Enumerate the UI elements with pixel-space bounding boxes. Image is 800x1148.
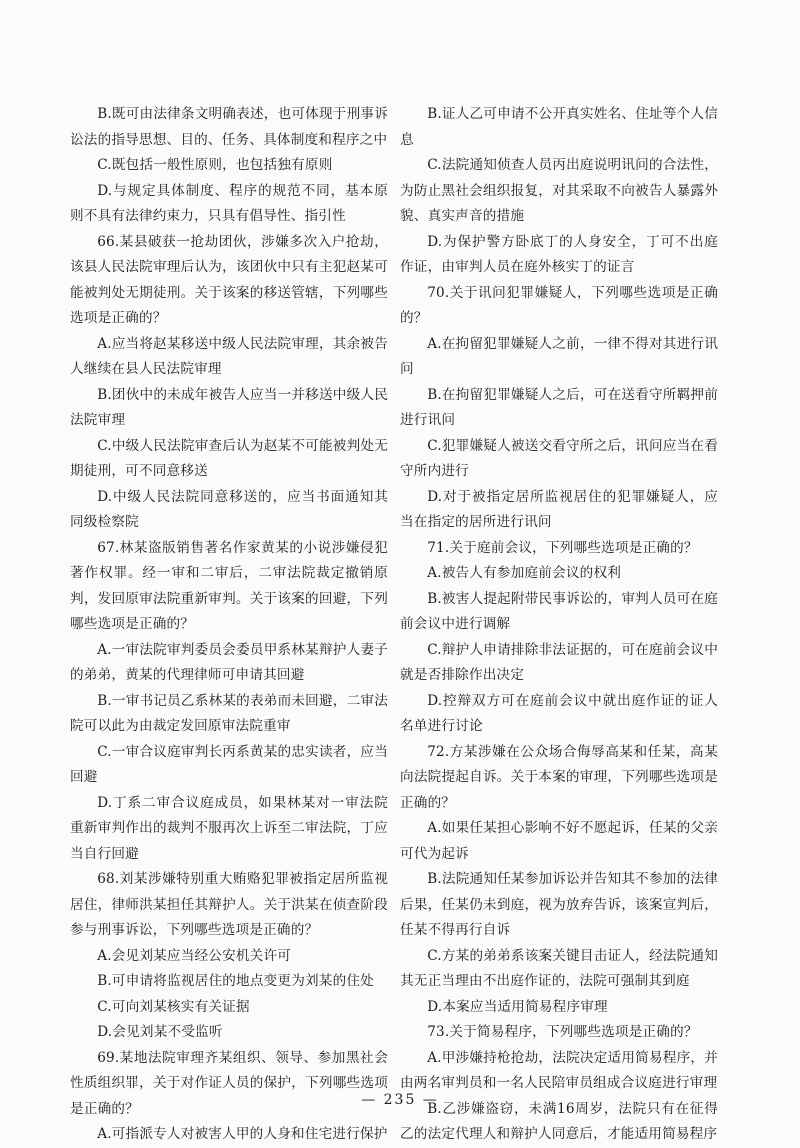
left-paragraph: C.一审合议庭审判长丙系黄某的忠实读者，应当回避 (70, 743, 388, 785)
right-paragraph: B.证人乙可申请不公开真实姓名、住址等个人信息 (400, 106, 718, 148)
right-paragraph: C.辩护人申请排除非法证据的，可在庭前会议中就是否排除作出决定 (400, 641, 718, 683)
right-paragraph: B.被害人提起附带民事诉讼的，审判人员可在庭前会议中进行调解 (400, 590, 718, 632)
left-paragraph: 66.某县破获一抢劫团伙，涉嫌多次入户抢劫，该县人民法院审理后认为，该团伙中只有主犯赵某可能被判处无期徒刑。关于该案的移送管辖，下列哪些选项是正确的？ (70, 233, 388, 326)
right-paragraph: C.法院通知侦查人员丙出庭说明讯问的合法性，为防止黑社会组织报复，对其采取不向被告人暴露外貌、真实声音的措施 (400, 157, 718, 224)
right-paragraph: 73.关于简易程序，下列哪些选项是正确的？ (427, 1024, 698, 1040)
right-paragraph: D.控辩双方可在庭前会议中就出庭作证的证人名单进行讨论 (400, 692, 718, 734)
right-paragraph: A.在拘留犯罪嫌疑人之前，一律不得对其进行讯问 (400, 335, 718, 377)
left-paragraph: D.与规定具体制度、程序的规范不同，基本原则不具有法律约束力，只具有倡导性、指引性 (70, 182, 388, 224)
left-paragraph: D.会见刘某不受监听 (97, 1024, 223, 1040)
right-paragraph: C.犯罪嫌疑人被送交看守所之后，讯问应当在看守所内进行 (400, 437, 718, 479)
left-paragraph: A.可指派专人对被害人甲的人身和住宅进行保护 (97, 1126, 388, 1142)
right-paragraph: A.被告人有参加庭前会议的权利 (427, 565, 622, 581)
left-paragraph: C.中级人民法院审查后认为赵某不可能被判处无期徒刑，可不同意移送 (70, 437, 388, 479)
right-paragraph: B.乙涉嫌盗窃，未满16周岁，法院只有在征得乙的法定代理人和辩护人同意后，才能适用简易程序 (400, 1100, 718, 1142)
right-paragraph: D.本案应当适用简易程序审理 (427, 998, 608, 1015)
right-paragraph: D.对于被指定居所监视居住的犯罪嫌疑人，应当在指定的居所进行讯问 (400, 488, 718, 530)
left-paragraph: B.团伙中的未成年被告人应当一并移送中级人民法院审理 (70, 386, 388, 428)
left-paragraph: B.一审书记员乙系林某的表弟而未回避，二审法院可以此为由裁定发回原审法院重审 (70, 692, 388, 734)
left-paragraph: A.一审法院审判委员会委员甲系林某辩护人妻子的弟弟，黄某的代理律师可申请其回避 (70, 641, 388, 683)
left-paragraph: D.丁系二审合议庭成员，如果林某对一审法院重新审判作出的裁判不服再次上诉至二审法院，丁应当自行回避 (70, 794, 388, 862)
right-paragraph: A.如果任某担心影响不好不愿起诉，任某的父亲可代为起诉 (400, 820, 718, 862)
left-paragraph: A.会见刘某应当经公安机关许可 (97, 947, 292, 964)
right-paragraph: D.为保护警方卧底丁的人身安全，丁可不出庭作证，由审判人员在庭外核实丁的证言 (400, 233, 718, 275)
right-paragraph: 72.方某涉嫌在公众场合侮辱高某和任某，高某向法院提起自诉。关于本案的审理，下列哪些选项是正确的？ (400, 743, 718, 811)
left-paragraph: B.既可由法律条文明确表述，也可体现于刑事诉讼法的指导思想、目的、任务、具体制度和程序之中 (70, 106, 388, 148)
left-paragraph: D.中级人民法院同意移送的，应当书面通知其同级检察院 (70, 488, 388, 530)
left-paragraph: C.既包括一般性原则，也包括独有原则 (97, 157, 333, 173)
left-paragraph: A.应当将赵某移送中级人民法院审理，其余被告人继续在县人民法院审理 (70, 335, 388, 377)
left-paragraph: 67.林某盗版销售著名作家黄某的小说涉嫌侵犯著作权罪。经一审和二审后，二审法院裁定撤销原判，发回原审法院重新审判。关于该案的回避，下列哪些选项是正确的？ (70, 539, 388, 632)
left-paragraph: B.可申请将监视居住的地点变更为刘某的住处 (97, 973, 374, 989)
left-paragraph: 68.刘某涉嫌特别重大贿赂犯罪被指定居所监视居住，律师洪某担任其辩护人。关于洪某在侦查阶段参与刑事诉讼，下列哪些选项是正确的？ (70, 871, 388, 938)
right-paragraph: B.法院通知任某参加诉讼并告知其不参加的法律后果，任某仍未到庭，视为放弃告诉，该案宣判后，任某不得再行自诉 (400, 871, 718, 938)
left-paragraph: C.可向刘某核实有关证据 (97, 998, 250, 1015)
right-column (400, 102, 718, 1148)
right-paragraph: A.甲涉嫌持枪抢劫，法院决定适用简易程序，并由两名审判员和一名人民陪审员组成合议庭进行审理 (400, 1049, 718, 1091)
right-paragraph: 70.关于讯问犯罪嫌疑人，下列哪些选项是正确的？ (400, 284, 718, 326)
left-paragraph: 69.某地法院审理齐某组织、领导、参加黑社会性质组织罪，关于对作证人员的保护，下列哪些选项是正确的？ (70, 1049, 388, 1117)
left-column (70, 102, 388, 1148)
page-number: — 235 — (361, 1092, 439, 1108)
right-paragraph: B.在拘留犯罪嫌疑人之后，可在送看守所羁押前进行讯问 (400, 386, 718, 428)
right-paragraph: 71.关于庭前会议，下列哪些选项是正确的？ (427, 539, 698, 556)
right-paragraph: C.方某的弟弟系该案关键目击证人，经法院通知其无正当理由不出庭作证的，法院可强制其到庭 (400, 947, 718, 989)
